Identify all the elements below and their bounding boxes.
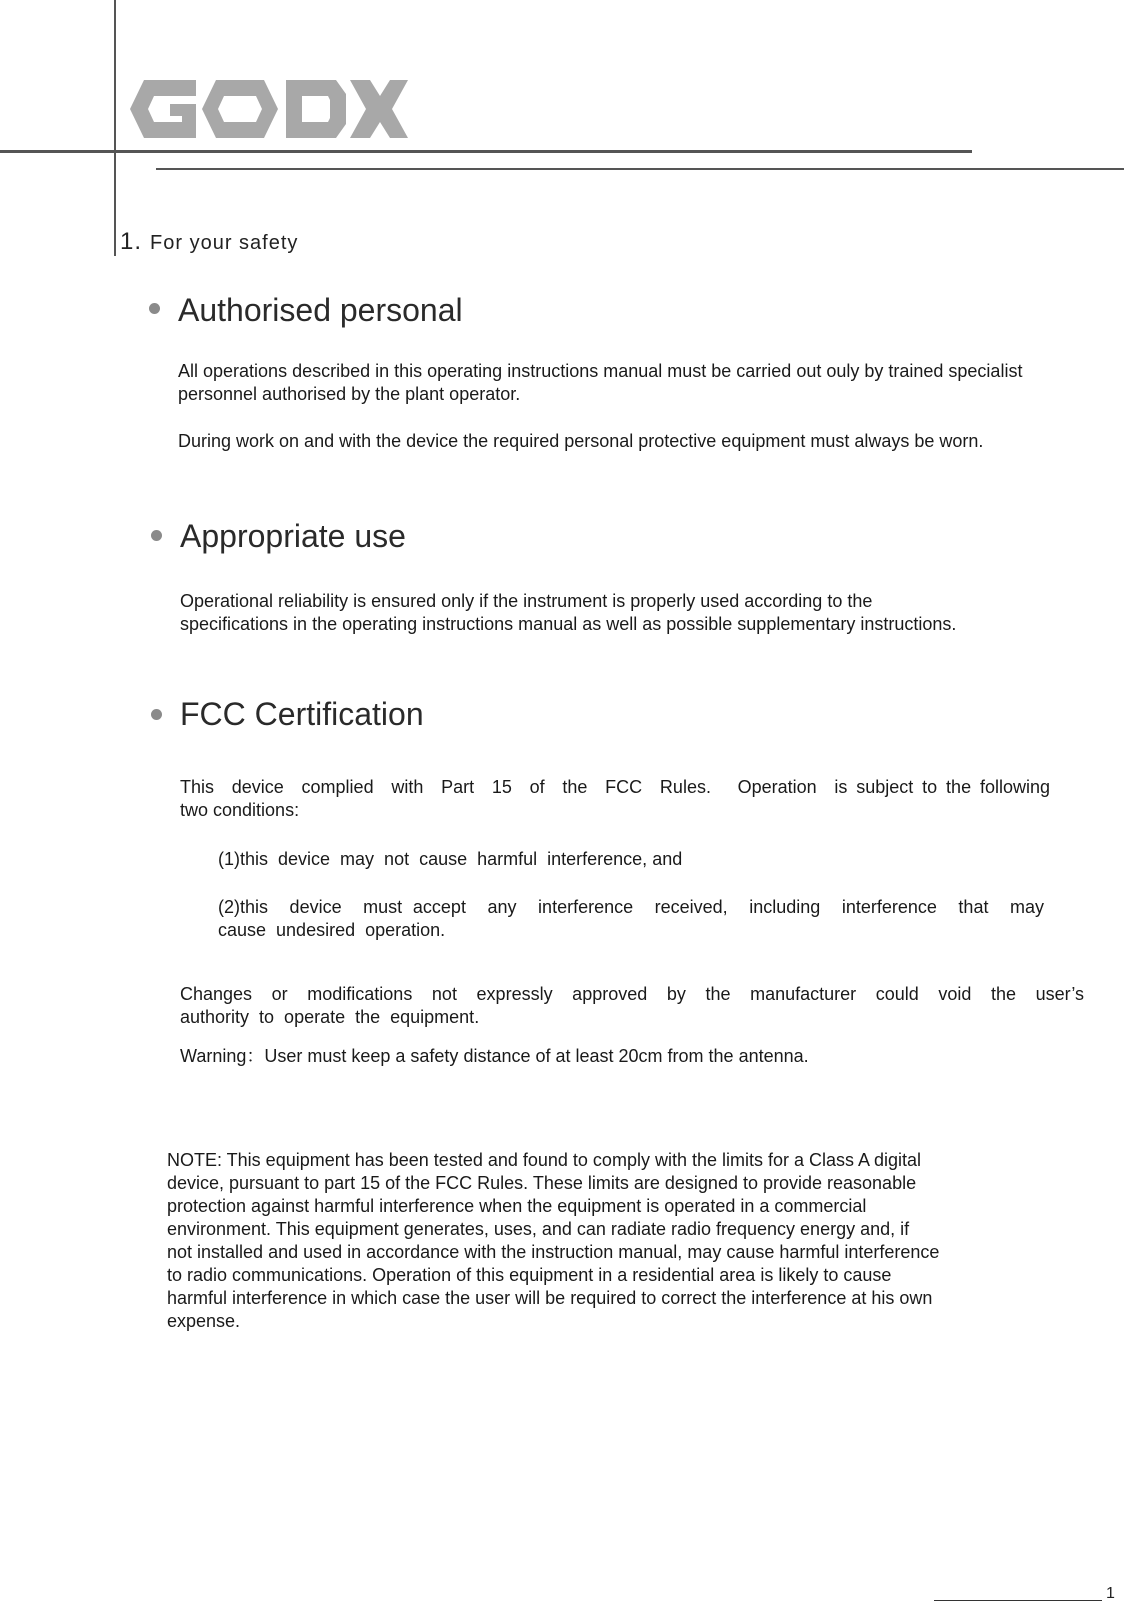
authorised-paragraph-2: During work on and with the device the required personal protective equipment must always be worn. bbox=[178, 431, 984, 451]
bullet-icon bbox=[151, 709, 162, 720]
secondary-horizontal-rule bbox=[156, 168, 1124, 170]
note-line: device, pursuant to part 15 of the FCC Rules. These limits are designed to provide reasonable bbox=[167, 1173, 917, 1193]
heading-authorised: Authorised personal bbox=[178, 292, 463, 328]
left-vertical-rule bbox=[114, 0, 116, 256]
page-number: 1 bbox=[1106, 1585, 1115, 1602]
note-line: harmful interference in which case the user will be required to correct the interference at his own bbox=[167, 1288, 933, 1308]
fcc-condition-2-line-2: cause undesired operation. bbox=[218, 920, 446, 940]
fcc-changes-line-1: Changes or modifications not expressly approved by the manufacturer could void the user’s bbox=[180, 984, 1084, 1004]
section-title-text: For your safety bbox=[150, 232, 299, 254]
footer-rule bbox=[934, 1600, 1102, 1601]
note-line: protection against harmful interference when the equipment is operated in a commercial bbox=[167, 1196, 867, 1216]
note-line: expense. bbox=[167, 1311, 241, 1331]
fcc-condition-1: (1)this device may not cause harmful interference, and bbox=[218, 849, 683, 869]
bullet-icon bbox=[151, 530, 162, 541]
fcc-intro-line-2: two conditions: bbox=[180, 800, 300, 820]
note-line: not installed and used in accordance with the instruction manual, may cause harmful interference bbox=[167, 1242, 940, 1262]
brand-logo bbox=[124, 72, 414, 146]
heading-fcc: FCC Certification bbox=[180, 696, 424, 732]
note-paragraph bbox=[167, 1149, 939, 1333]
fcc-warning: Warning：User must keep a safety distance of at least 20cm from the antenna. bbox=[180, 1046, 809, 1066]
note-line: NOTE: This equipment has been tested and found to comply with the limits for a Class A digital bbox=[167, 1150, 922, 1170]
fcc-intro-line-1: This device complied with Part 15 of the FCC Rules. Operation is subject to the following bbox=[180, 777, 1050, 797]
authorised-paragraph-1: All operations described in this operating instructions manual must be carried out ouly by trained specialist personnel authorised by the plant operator. bbox=[178, 361, 1023, 404]
bullet-icon bbox=[149, 303, 160, 314]
note-line: to radio communications. Operation of this equipment in a residential area is likely to cause bbox=[167, 1265, 892, 1285]
fcc-changes-line-2: authority to operate the equipment. bbox=[180, 1007, 480, 1027]
appropriate-paragraph-line-1: Operational reliability is ensured only if the instrument is properly used according to the bbox=[180, 591, 873, 611]
note-line: environment. This equipment generates, uses, and can radiate radio frequency energy and, if bbox=[167, 1219, 910, 1239]
section-title bbox=[120, 228, 298, 256]
top-horizontal-rule bbox=[0, 150, 972, 153]
section-number: 1. bbox=[120, 228, 143, 255]
fcc-condition-2-line-1: (2)this device must accept any interference received, including interference that may bbox=[218, 897, 1044, 917]
heading-appropriate: Appropriate use bbox=[180, 518, 406, 554]
appropriate-paragraph-line-2: specifications in the operating instructions manual as well as possible supplementary instructions. bbox=[180, 614, 957, 634]
